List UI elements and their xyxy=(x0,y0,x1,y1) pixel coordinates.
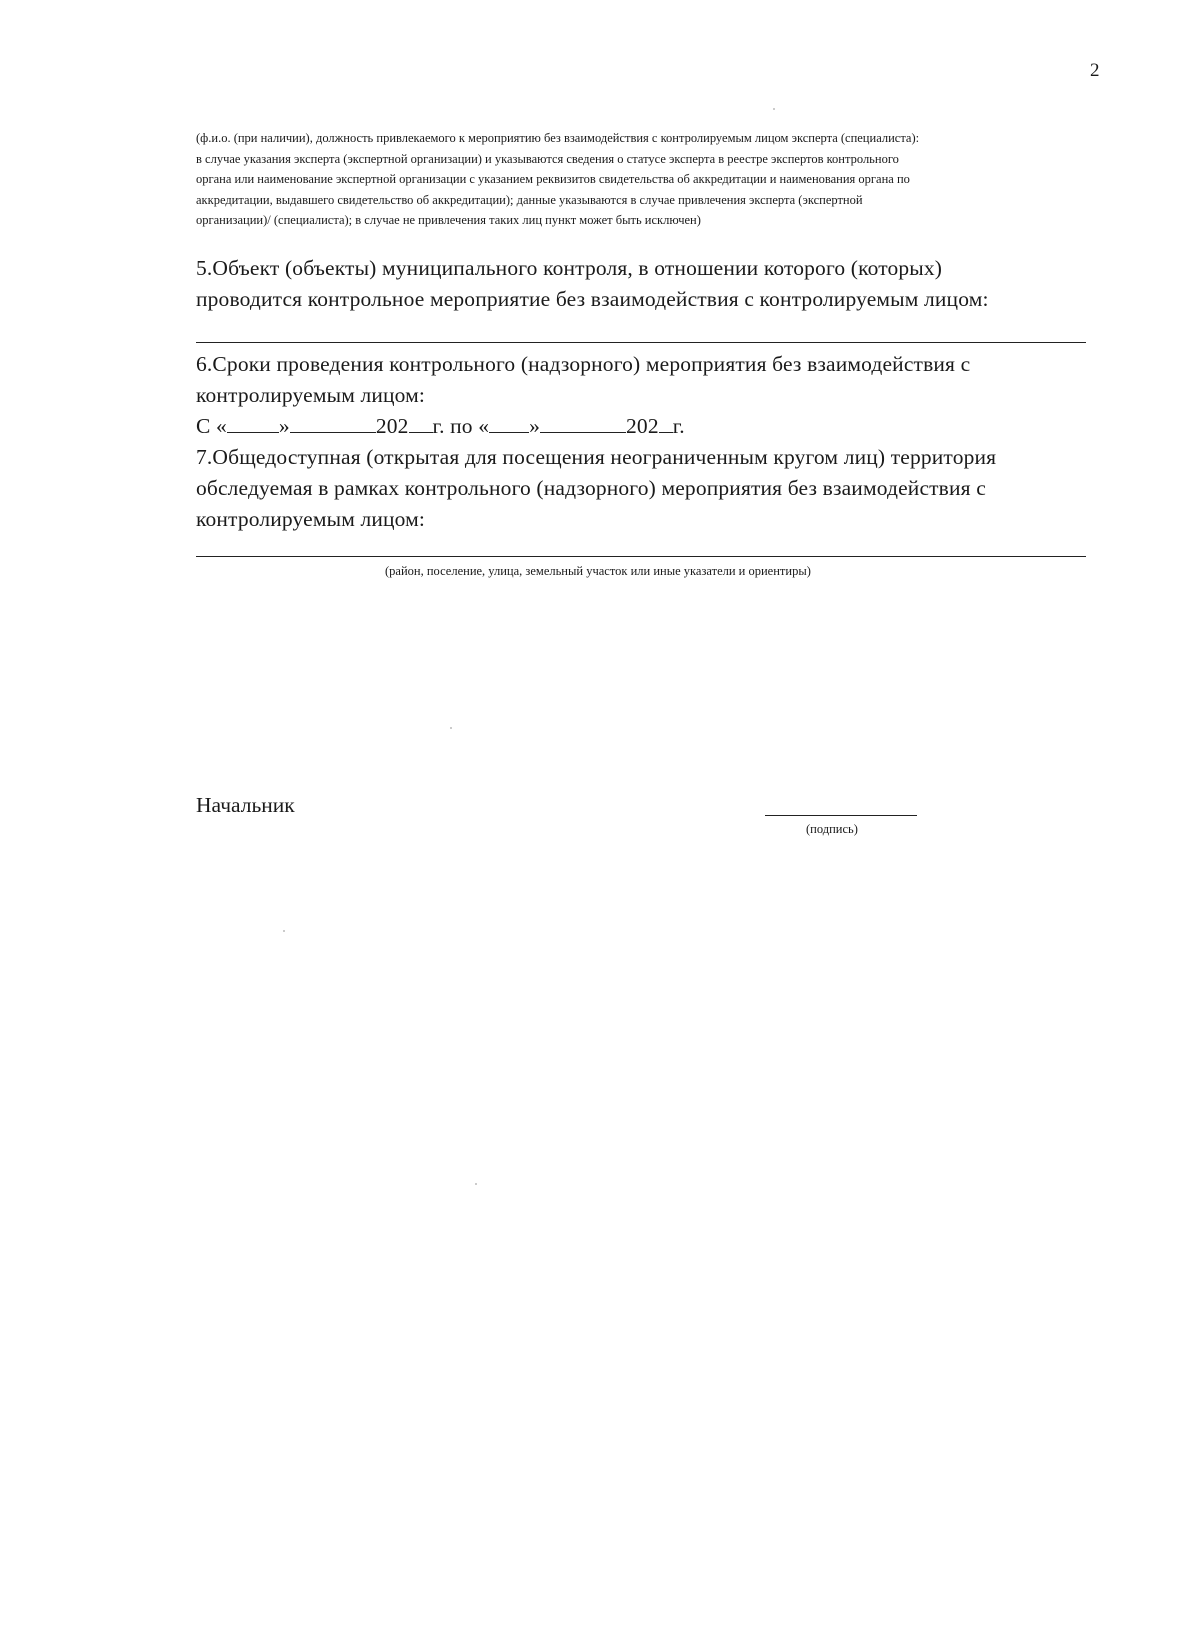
section-6-text xyxy=(196,349,970,442)
expert-note-line: организации)/ (специалиста); в случае не привлечения таких лиц пункт может быть исключен) xyxy=(196,213,701,227)
expert-note-line: в случае указания эксперта (экспертной организации) и указываются сведения о статусе эксперта в реестре экспертов контрольного xyxy=(196,151,899,166)
signature-caption: (подпись) xyxy=(806,822,858,836)
date-to-prefix: г. по « xyxy=(432,414,490,438)
section-5-fill-line xyxy=(196,342,1086,343)
year-to-prefix: 202 xyxy=(626,414,659,438)
signature-line xyxy=(765,815,917,816)
date-from-close-quote: » xyxy=(278,414,290,438)
month-from-blank xyxy=(290,414,376,433)
section-7-line: обследуемая в рамках контрольного (надзорного) мероприятия без взаимодействия с xyxy=(196,476,986,500)
scan-speck xyxy=(450,727,452,729)
expert-note-line: органа или наименование экспертной организации с указанием реквизитов свидетельства об аккредитации и наименования органа по xyxy=(196,172,910,186)
date-end-suffix: г. xyxy=(672,414,685,438)
section-7-line: контролируемым лицом: xyxy=(196,507,426,531)
signatory-title: Начальник xyxy=(196,793,295,817)
date-to-close-quote: » xyxy=(529,414,541,438)
date-from-prefix: С « xyxy=(196,414,227,438)
scan-speck xyxy=(475,1183,477,1185)
expert-note-line: (ф.и.о. (при наличии), должность привлекаемого к мероприятию без взаимодействия с контролируемым лицом эксперта (специалиста): xyxy=(196,131,920,145)
section-5-line: проводится контрольное мероприятие без взаимодействия с контролируемым лицом: xyxy=(196,287,989,311)
section-7-caption: (район, поселение, улица, земельный участок или иные указатели и ориентиры) xyxy=(385,564,811,578)
year-from-prefix: 202 xyxy=(375,414,409,438)
scan-speck xyxy=(773,108,775,110)
page-number: 2 xyxy=(1090,60,1100,81)
expert-note-line: аккредитации, выдавшего свидетельство об аккредитации); данные указываются в случае привлечения эксперта (экспертной xyxy=(196,192,863,207)
section-6-line: контролируемым лицом: xyxy=(196,383,426,407)
year-to-blank xyxy=(659,414,673,433)
month-to-blank xyxy=(540,414,626,433)
day-to-blank xyxy=(489,414,529,433)
section-6-line: 6.Сроки проведения контрольного (надзорного) мероприятия без взаимодействия с xyxy=(196,352,971,376)
section-7-text xyxy=(196,442,996,535)
scan-speck xyxy=(283,930,285,932)
year-from-blank xyxy=(409,414,433,433)
day-from-blank xyxy=(227,414,279,433)
section-6-date-range xyxy=(196,411,970,442)
section-5-line: 5.Объект (объекты) муниципального контроля, в отношении которого (которых) xyxy=(196,256,943,280)
section-7-line: 7.Общедоступная (открытая для посещения неограниченным кругом лиц) территория xyxy=(196,445,997,469)
section-5-text xyxy=(196,253,989,315)
section-7-fill-line xyxy=(196,556,1086,557)
expert-note xyxy=(196,128,1096,231)
